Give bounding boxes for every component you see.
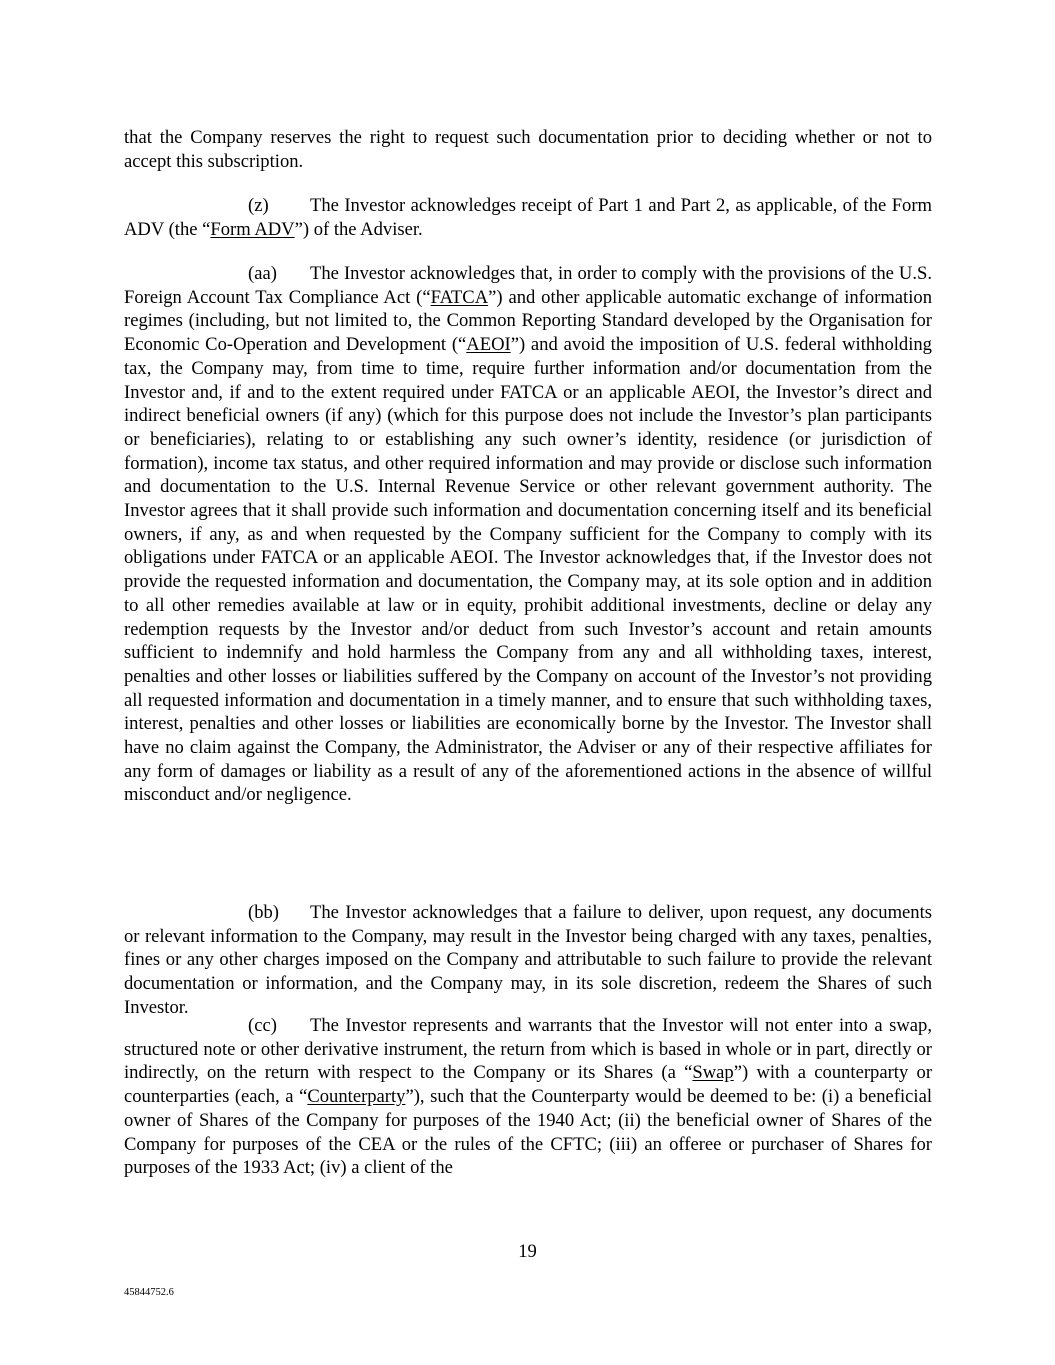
- defined-term-swap: Swap: [692, 1062, 734, 1084]
- paragraph-text: The Investor acknowledges receipt of Part 1 and Part 2, as applicable, of the Form ADV (the “: [124, 195, 932, 240]
- page-number: 19: [518, 1241, 537, 1262]
- paragraph-text: ”) and other applicable automatic exchange of information regimes (including, but not limited to, the Common Reporting Standard developed by the Organisation for Economic Co-Operation and Development (“: [124, 286, 932, 356]
- paragraph-text: ”), such that the Counterparty would be deemed to be: (i) a beneficial owner of Shares of the Company for purposes of the 1940 Act; (ii) the beneficial owner of Shares of the Company for purposes of the CEA or the rules of the CFTC; (iii) an offeree or purchaser of Shares for purposes of the 1933 Act; (iv) a client of the: [124, 1086, 932, 1179]
- paragraph-aa: [124, 262, 932, 807]
- paragraph-label: (aa): [248, 263, 277, 284]
- paragraph-text: ”) of the Adviser.: [294, 218, 423, 240]
- paragraph-text: The Investor acknowledges that, in order to comply with the provisions of the U.S. Foreign Account Tax Compliance Act (“: [124, 263, 932, 308]
- paragraph-continuation: [124, 126, 932, 173]
- defined-term-counterparty: Counterparty: [307, 1086, 406, 1108]
- paragraph-cc: [124, 1014, 932, 1180]
- paragraph-label: (cc): [248, 1015, 277, 1036]
- paragraph-text: ”) with a counterparty or counterparties (each, a “: [124, 1062, 933, 1108]
- defined-term-form-adv: Form ADV: [210, 218, 295, 240]
- defined-term-fatca: FATCA: [430, 286, 489, 308]
- paragraph-label: (bb): [248, 902, 279, 923]
- paragraph-z: [124, 194, 932, 241]
- paragraph-label: (z): [248, 195, 269, 216]
- paragraph-bb: [124, 901, 932, 1020]
- paragraph-text: The Investor acknowledges that a failure to deliver, upon request, any documents or relevant information to the Company, may result in the Investor being charged with any taxes, penalties, fines or any other charges imposed on the Company and attributable to such failure to provide the relevant documentation or information, and the Company may, in its sole discretion, redeem the Shares of such Investor.: [124, 902, 932, 1018]
- paragraph-text: The Investor represents and warrants that the Investor will not enter into a swap, structured note or other derivative instrument, the return from which is based in whole or in part, directly or indirectly, on the return with respect to the Company or its Shares (a “: [124, 1015, 932, 1084]
- paragraph-text: ”) and avoid the imposition of U.S. federal withholding tax, the Company may, from time to time, require further information and/or documentation from the Investor and, if and to the extent required under FATCA or an applicable AEOI, the Investor’s direct and indirect beneficial owners (if any) (which for this purpose does not include the Investor’s plan participants or beneficiaries), relating to or establishing any such owner’s identity, residence (or jurisdiction of formation), income tax status, and other required information and may provide or disclose such information and documentation to the U.S. Internal Revenue Service or other relevant government authority. The Investor agrees that it shall provide such information and documentation concerning itself and its beneficial owners, if any, as and when requested by the Company sufficient for the Company to comply with its obligations under FATCA or an applicable AEOI. The Investor acknowledges that, if the Investor does not provide the requested information and documentation, the Company may, at its sole option and in addition to all other remedies available at law or in equity, prohibit additional investments, decline or delay any redemption requests by the Investor and/or deduct from such Investor’s account and retain amounts sufficient to indemnify and hold harmless the Company from any and all withholding taxes, interest, penalties and other losses or liabilities suffered by the Company on account of the Investor’s not providing all requested information and documentation in a timely manner, and to ensure that such withholding taxes, interest, penalties and other losses or liabilities are economically borne by the Investor. The Investor shall have no claim against the Company, the Administrator, the Adviser or any of their respective affiliates for any form of damages or liability as a result of any of the aforementioned actions in the absence of willful misconduct and/or negligence.: [124, 334, 932, 806]
- document-id: 45844752.6: [124, 1287, 174, 1298]
- paragraph-text: that the Company reserves the right to request such documentation prior to deciding whether or not to accept this subscription.: [124, 127, 932, 172]
- defined-term-aeoi: AEOI: [466, 334, 511, 356]
